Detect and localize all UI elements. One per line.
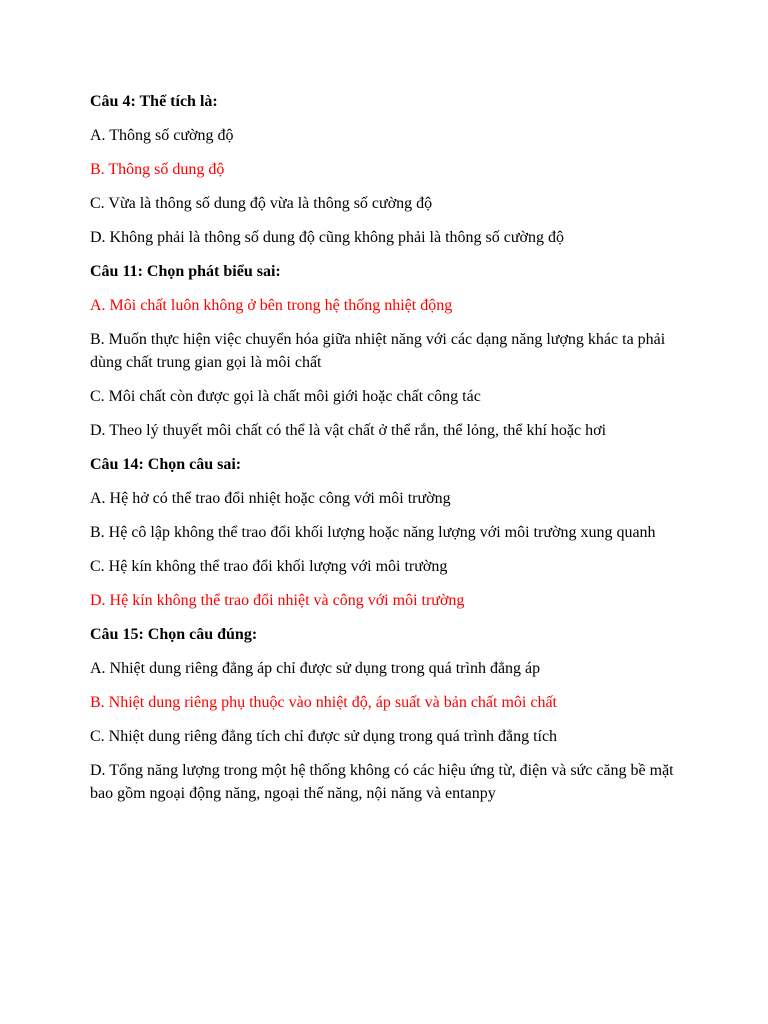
answer-option-b: B. Hệ cô lập không thể trao đổi khối lượng hoặc năng lượng với môi trường xung quanh bbox=[90, 524, 656, 541]
answer-option-d-correct: D. Hệ kín không thể trao đổi nhiệt và công với môi trường bbox=[90, 592, 465, 609]
answer-option-d: D. Tổng năng lượng trong một hệ thống không có các hiệu ứng từ, điện và sức căng bề mặt bao gồm ngoại động năng, ngoại thế năng, nội năng và entanpy bbox=[90, 762, 674, 802]
answer-option-a: A. Thông số cường độ bbox=[90, 127, 234, 144]
document-content bbox=[90, 90, 680, 816]
question-block-14 bbox=[90, 453, 680, 612]
question-block-15 bbox=[90, 623, 680, 805]
answer-option-c: C. Môi chất còn được gọi là chất môi giới hoặc chất công tác bbox=[90, 388, 481, 405]
answer-option-a: A. Hệ hở có thể trao đổi nhiệt hoặc công với môi trường bbox=[90, 490, 451, 507]
answer-option-d: D. Không phải là thông số dung độ cũng không phải là thông số cường độ bbox=[90, 229, 564, 246]
answer-option-c: C. Hệ kín không thể trao đổi khối lượng với môi trường bbox=[90, 558, 448, 575]
answer-option-d: D. Theo lý thuyết môi chất có thể là vật chất ở thể rắn, thể lỏng, thể khí hoặc hơi bbox=[90, 422, 607, 439]
answer-option-a-correct: A. Môi chất luôn không ở bên trong hệ thống nhiệt động bbox=[90, 297, 453, 314]
question-block-4 bbox=[90, 90, 680, 249]
answer-option-b: B. Muốn thực hiện việc chuyển hóa giữa nhiệt năng với các dạng năng lượng khác ta phải dùng chất trung gian gọi là môi chất bbox=[90, 331, 666, 371]
answer-option-b-correct: B. Thông số dung độ bbox=[90, 161, 225, 178]
question-title: Câu 14: Chọn câu sai: bbox=[90, 456, 242, 473]
answer-option-b-correct: B. Nhiệt dung riêng phụ thuộc vào nhiệt độ, áp suất và bản chất môi chất bbox=[90, 694, 557, 711]
answer-option-c: C. Vừa là thông số dung độ vừa là thông số cường độ bbox=[90, 195, 433, 212]
question-title: Câu 15: Chọn câu đúng: bbox=[90, 626, 258, 643]
question-title: Câu 4: Thể tích là: bbox=[90, 93, 218, 110]
answer-option-c: C. Nhiệt dung riêng đẳng tích chỉ được sử dụng trong quá trình đẳng tích bbox=[90, 728, 558, 745]
question-block-11 bbox=[90, 260, 680, 442]
answer-option-a: A. Nhiệt dung riêng đẳng áp chỉ được sử dụng trong quá trình đẳng áp bbox=[90, 660, 541, 677]
question-title: Câu 11: Chọn phát biểu sai: bbox=[90, 263, 281, 280]
